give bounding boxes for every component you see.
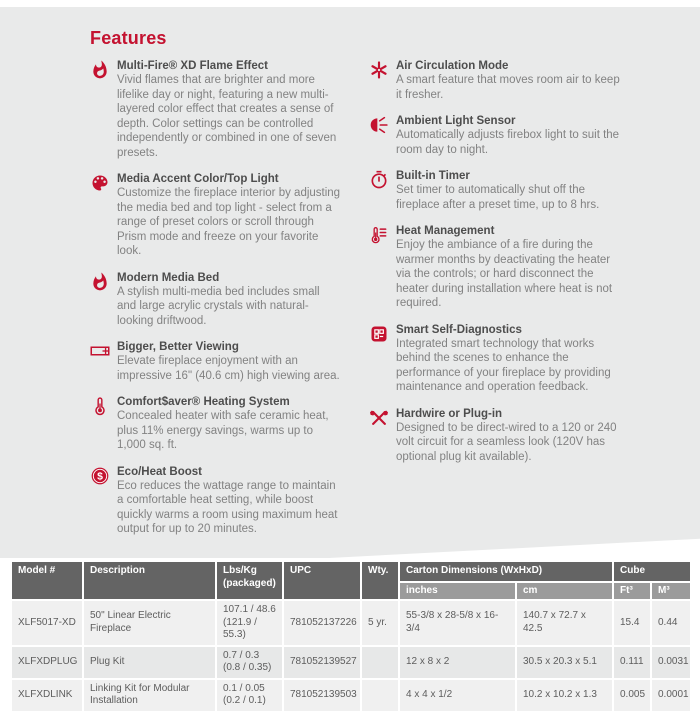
feature-description: Customize the fireplace interior by adjusting the media bed and top light - select from a range of preset colors or scroll through Prism mode and freeze on your favorite look. [117, 187, 341, 257]
feature-description: Designed to be direct-wired to a 120 or 240 volt circuit for a seamless look (120V has optional plug kit available). [396, 421, 617, 463]
feature-title: Bigger, Better Viewing [117, 341, 239, 353]
description-cell: Linking Kit for Modular Installation [83, 679, 216, 712]
wty-cell [361, 646, 399, 679]
upc-cell: 781052139527 [283, 646, 361, 679]
feature-description: A stylish multi-media bed includes small and large acrylic crystals with natural-looking driftwood. [117, 285, 320, 327]
upc-cell: 781052139503 [283, 679, 361, 712]
flame-icon [90, 60, 110, 80]
feature-description: Vivid flames that are brighter and more lifelike day or night, featuring a new multi-layered color effect that creates a sense of depth. Color settings can be controlled independently or combined in one of seven presets. [117, 74, 337, 159]
model-cell: XLF5017-XD [11, 600, 83, 646]
feature-description: Set timer to automatically shut off the fireplace after a preset time, up to 8 hrs. [396, 184, 600, 211]
header-lbs-kg: Lbs/Kg (packaged) [216, 561, 283, 600]
header-cm: cm [516, 582, 613, 601]
m3-cell: 0.0001 [651, 679, 691, 712]
feature-item [369, 225, 620, 311]
model-cell: XLFXDPLUG [11, 646, 83, 679]
timer-icon [369, 170, 389, 190]
feature-item [90, 341, 341, 383]
table-row [11, 600, 691, 646]
cm-cell: 10.2 x 10.2 x 1.3 [516, 679, 613, 712]
upc-cell: 781052137226 [283, 600, 361, 646]
feature-title: Ambient Light Sensor [396, 115, 516, 127]
lbs-kg-cell: 0.1 / 0.05 (0.2 / 0.1) [216, 679, 283, 712]
m3-cell: 0.0031 [651, 646, 691, 679]
header-m3: M³ [651, 582, 691, 601]
widescreen-icon [90, 341, 110, 361]
features-column-left [90, 60, 341, 537]
header-carton-dimensions: Carton Dimensions (WxHxD) [399, 561, 613, 582]
feature-description: A smart feature that moves room air to keep it fresher. [396, 74, 620, 101]
feature-title: Eco/Heat Boost [117, 465, 202, 478]
feature-item [369, 408, 620, 465]
header-inches: inches [399, 582, 516, 601]
cm-cell: 140.7 x 72.7 x 42.5 [516, 600, 613, 646]
table-row [11, 646, 691, 679]
dollar-icon [90, 466, 110, 486]
table-header-row [11, 561, 691, 582]
feature-title: Comfort$aver® Heating System [117, 396, 290, 408]
features-column-right [369, 60, 620, 537]
feature-item [90, 60, 341, 160]
thermometer-icon [90, 396, 110, 416]
header-wty: Wty. [361, 561, 399, 600]
header-cube: Cube [613, 561, 691, 582]
inches-cell: 12 x 8 x 2 [399, 646, 516, 679]
model-cell: XLFXDLINK [11, 679, 83, 712]
features-title: Features [90, 28, 167, 48]
flame-icon [90, 272, 110, 292]
light-sensor-icon [369, 115, 389, 135]
svg-text:$: $ [97, 471, 103, 483]
feature-title: Media Accent Color/Top Light [117, 173, 279, 185]
feature-title: Smart Self-Diagnostics [396, 323, 522, 336]
fan-icon [369, 60, 389, 80]
m3-cell: 0.44 [651, 600, 691, 646]
feature-item [90, 272, 341, 329]
feature-item [90, 396, 341, 453]
feature-item [90, 466, 341, 537]
wty-cell: 5 yr. [361, 600, 399, 646]
ft3-cell: 15.4 [613, 600, 651, 646]
header-model: Model # [11, 561, 83, 600]
feature-description: Elevate fireplace enjoyment with an impressive 16" (40.6 cm) high viewing area. [117, 355, 340, 382]
table-row [11, 679, 691, 712]
feature-item [369, 115, 620, 157]
inches-cell: 55-3/8 x 28-5/8 x 16-3/4 [399, 600, 516, 646]
feature-description: Eco reduces the wattage range to maintain a comfortable heat setting, while boost quickly warms a room using maximum heat output for up to 20 minutes. [117, 479, 338, 535]
ft3-cell: 0.005 [613, 679, 651, 712]
feature-description: Concealed heater with safe ceramic heat, plus 11% energy savings, warms up to 1,000 sq. ft. [117, 410, 329, 451]
feature-title: Multi-Fire® XD Flame Effect [117, 60, 268, 72]
feature-title: Built-in Timer [396, 170, 470, 182]
feature-title: Heat Management [396, 225, 495, 237]
lbs-kg-cell: 107.1 / 48.6 (121.9 / 55.3) [216, 600, 283, 646]
feature-description: Automatically adjusts firebox light to suit the room day to night. [396, 129, 620, 156]
header-ft3: Ft³ [613, 582, 651, 601]
header-description: Description [83, 561, 216, 600]
feature-item [90, 173, 341, 259]
feature-description: Integrated smart technology that works behind the scenes to enhance the performance of your fireplace by providing maintenance and operation feedback. [396, 337, 611, 393]
feature-item [369, 170, 620, 212]
feature-title: Hardwire or Plug-in [396, 407, 503, 420]
spec-table [10, 560, 692, 713]
header-upc: UPC [283, 561, 361, 600]
feature-title: Modern Media Bed [117, 271, 220, 284]
description-cell: Plug Kit [83, 646, 216, 679]
wty-cell [361, 679, 399, 712]
feature-title: Air Circulation Mode [396, 60, 509, 72]
feature-description: Enjoy the ambiance of a fire during the warmer months by deactivating the heater via the controls; or hard disconnect the heater during installation where heat is not required. [396, 239, 613, 309]
palette-icon [90, 173, 110, 193]
feature-item [369, 60, 620, 102]
feature-item [369, 324, 620, 395]
inches-cell: 4 x 4 x 1/2 [399, 679, 516, 712]
tools-icon [369, 408, 389, 428]
heat-thermometer-icon [369, 225, 389, 245]
cm-cell: 30.5 x 20.3 x 5.1 [516, 646, 613, 679]
features-section [90, 28, 620, 537]
ft3-cell: 0.111 [613, 646, 651, 679]
lbs-kg-cell: 0.7 / 0.3 (0.8 / 0.35) [216, 646, 283, 679]
diagnostics-chip-icon [369, 324, 389, 344]
description-cell: 50" Linear Electric Fireplace [83, 600, 216, 646]
